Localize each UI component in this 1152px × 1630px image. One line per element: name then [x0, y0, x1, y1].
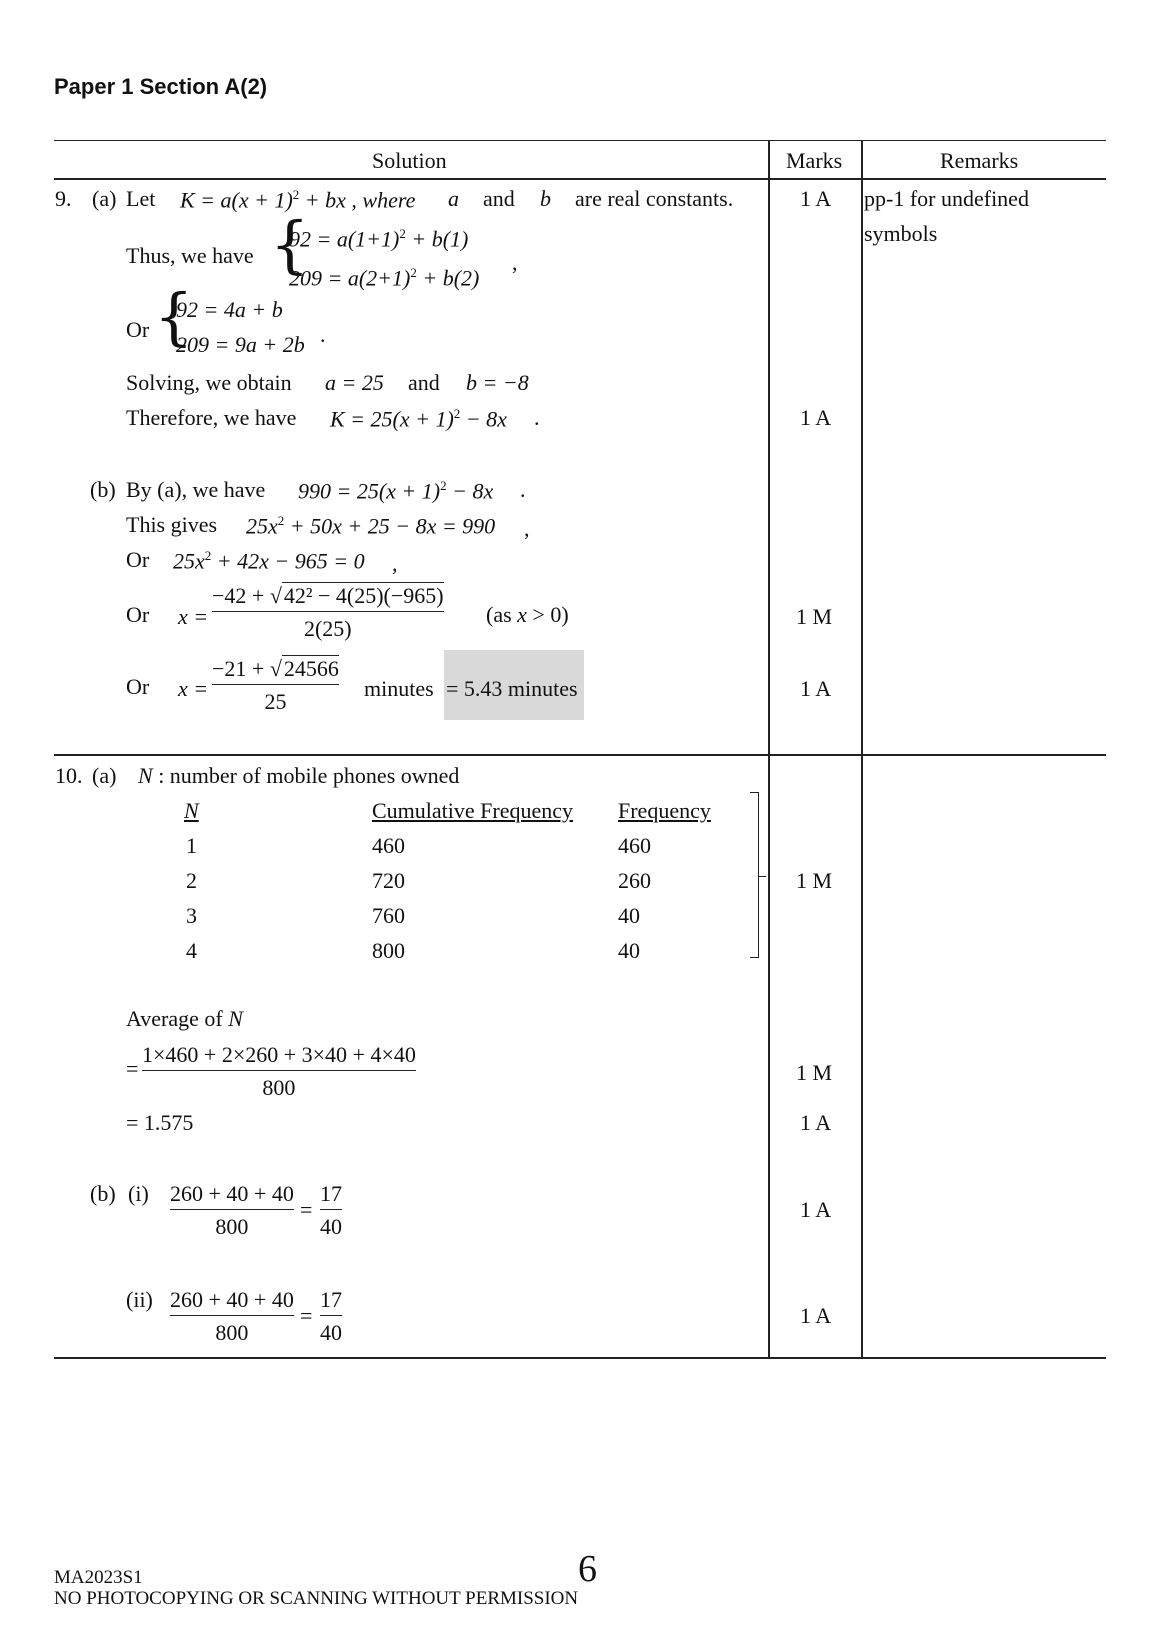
- q10b-i-label: (i): [128, 1181, 149, 1206]
- q9a-solution-b: b = −8: [466, 370, 529, 395]
- q10a-header-n: N: [184, 798, 199, 823]
- q10b-ii-label: (ii): [126, 1287, 153, 1312]
- q9a-and-2: and: [408, 370, 440, 395]
- equals-sign: =: [300, 1303, 313, 1328]
- q10a-average-result: = 1.575: [126, 1110, 194, 1135]
- q9b-x-equals-1: x =: [178, 604, 209, 629]
- frequency-cell: 460: [618, 833, 651, 858]
- q10-number: 10.: [55, 763, 83, 788]
- column-header-remarks: Remarks: [940, 148, 1019, 173]
- q10b-i-fraction: 260 + 40 + 40 800: [170, 1181, 294, 1239]
- table-header-rule: [54, 178, 1106, 180]
- equals-sign: =: [126, 1056, 139, 1081]
- q10-mark-4: 1 A: [800, 1197, 832, 1222]
- q9-mark-2: 1 A: [800, 405, 832, 430]
- q9a-k-definition: $K = a(x + 1)^2$ + bx , where: [180, 187, 416, 213]
- q9b-answer: = 5.43 minutes: [446, 676, 578, 701]
- q10a-average-label: Average of N: [126, 1006, 243, 1031]
- q9b-simplified-fraction: −21 + √24566 25: [212, 656, 339, 714]
- q10b-ii-fraction: 260 + 40 + 40 800: [170, 1287, 294, 1345]
- q9a-thus: Thus, we have: [126, 243, 254, 268]
- page-title: Paper 1 Section A(2): [54, 74, 268, 99]
- system-brace-2: {: [154, 280, 194, 353]
- q9b-minutes: minutes: [364, 676, 434, 701]
- period: .: [520, 477, 526, 502]
- q9a-equation-4: 209 = 9a + 2b: [176, 332, 305, 357]
- q9a-label: (a): [92, 186, 117, 211]
- q9a-k-final: $K = 25(x + 1)^2 - 8x$: [330, 406, 507, 432]
- q10a-definition: N : number of mobile phones owned: [138, 763, 460, 788]
- q10-mark-3: 1 A: [800, 1110, 832, 1135]
- q9b-or-2: Or: [126, 602, 150, 627]
- q10a-label: (a): [92, 763, 117, 788]
- cumulative-cell: 720: [372, 868, 405, 893]
- q9a-or-1: Or: [126, 317, 150, 342]
- q10a-average-fraction: 1×460 + 2×260 + 3×40 + 4×40 800: [142, 1042, 416, 1100]
- q9a-equation-3: 92 = 4a + b: [176, 297, 283, 322]
- n-cell: 4: [186, 938, 197, 963]
- q9b-quadratic: $25x^2 + 42x - 965 = 0$: [173, 548, 365, 574]
- comma: ,: [524, 516, 530, 541]
- q9b-by-a: By (a), we have: [126, 477, 266, 502]
- period: .: [534, 405, 540, 430]
- frequency-cell: 260: [618, 868, 651, 893]
- q9-mark-1: 1 A: [800, 186, 832, 211]
- footer-code: MA2023S1: [54, 1567, 143, 1588]
- q10-mark-2: 1 M: [796, 1060, 833, 1085]
- period: .: [320, 322, 326, 347]
- q9b-condition: (as x > 0): [486, 602, 569, 627]
- column-header-solution: Solution: [372, 148, 447, 173]
- comma: ,: [512, 250, 518, 275]
- q9a-equation-1: $92 = a(1+1)^2 + b(1)$: [289, 226, 469, 252]
- n-cell: 3: [186, 903, 197, 928]
- q9a-solving: Solving, we obtain: [126, 370, 292, 395]
- q9b-equation-990: $990 = 25(x + 1)^2 - 8x$: [298, 478, 494, 504]
- cumulative-cell: 760: [372, 903, 405, 928]
- frequency-cell: 40: [618, 903, 640, 928]
- n-cell: 2: [186, 868, 197, 893]
- q10b-label: (b): [90, 1181, 116, 1206]
- q9a-therefore: Therefore, we have: [126, 405, 297, 430]
- remarks-column-divider: [861, 140, 863, 1358]
- q9b-this-gives: This gives: [126, 512, 218, 537]
- frequency-cell: 40: [618, 938, 640, 963]
- q10a-header-cumulative: Cumulative Frequency: [372, 798, 574, 823]
- table-bottom-rule: [54, 1357, 1106, 1359]
- bracket-mid-tick: [758, 876, 766, 877]
- q9-mark-3: 1 M: [796, 604, 833, 629]
- q9b-x-equals-2: x =: [178, 676, 209, 701]
- cumulative-cell: 800: [372, 938, 405, 963]
- q9-remark-line1: pp-1 for undefined: [864, 186, 1029, 211]
- q9-remark-line2: symbols: [864, 221, 938, 246]
- page-number: 6: [578, 1548, 597, 1590]
- q10a-header-frequency: Frequency: [618, 798, 711, 823]
- column-header-marks: Marks: [786, 148, 843, 173]
- q9-mark-4: 1 A: [800, 676, 832, 701]
- q10b-ii-result: 17 40: [320, 1287, 342, 1345]
- q9b-or-3: Or: [126, 674, 150, 699]
- q9a-equation-2: $209 = a(2+1)^2 + b(2)$: [289, 265, 480, 291]
- q9-bottom-rule: [54, 754, 1106, 756]
- marks-column-divider: [768, 140, 770, 1358]
- q9-number: 9.: [55, 186, 72, 211]
- q9b-expanded: $25x^2 + 50x + 25 - 8x = 990$: [246, 513, 496, 539]
- bracket-bottom-tick: [750, 957, 759, 958]
- n-cell: 1: [186, 833, 197, 858]
- q9a-solution-a: a = 25: [325, 370, 384, 395]
- q9a-real-constants: are real constants.: [575, 186, 734, 211]
- q9a-let: Let: [126, 186, 156, 211]
- q9b-or-1: Or: [126, 547, 150, 572]
- equals-sign: =: [300, 1197, 313, 1222]
- q9a-and: and: [483, 186, 515, 211]
- q10-mark-5: 1 A: [800, 1303, 832, 1328]
- q9a-var-a: a: [448, 186, 459, 211]
- q10-mark-1: 1 M: [796, 868, 833, 893]
- q9b-label: (b): [90, 477, 116, 502]
- q10b-i-result: 17 40: [320, 1181, 342, 1239]
- cumulative-cell: 460: [372, 833, 405, 858]
- system-brace-1: {: [270, 208, 310, 281]
- bracket-top-tick: [750, 792, 759, 793]
- table-bracket: [758, 792, 759, 958]
- comma: ,: [392, 551, 398, 576]
- q9a-var-b: b: [540, 186, 551, 211]
- q9b-quadratic-formula: −42 + √42² − 4(25)(−965) 2(25): [212, 583, 444, 641]
- footer-notice: NO PHOTOCOPYING OR SCANNING WITHOUT PERMISSION: [54, 1588, 579, 1609]
- table-top-rule: [54, 140, 1106, 141]
